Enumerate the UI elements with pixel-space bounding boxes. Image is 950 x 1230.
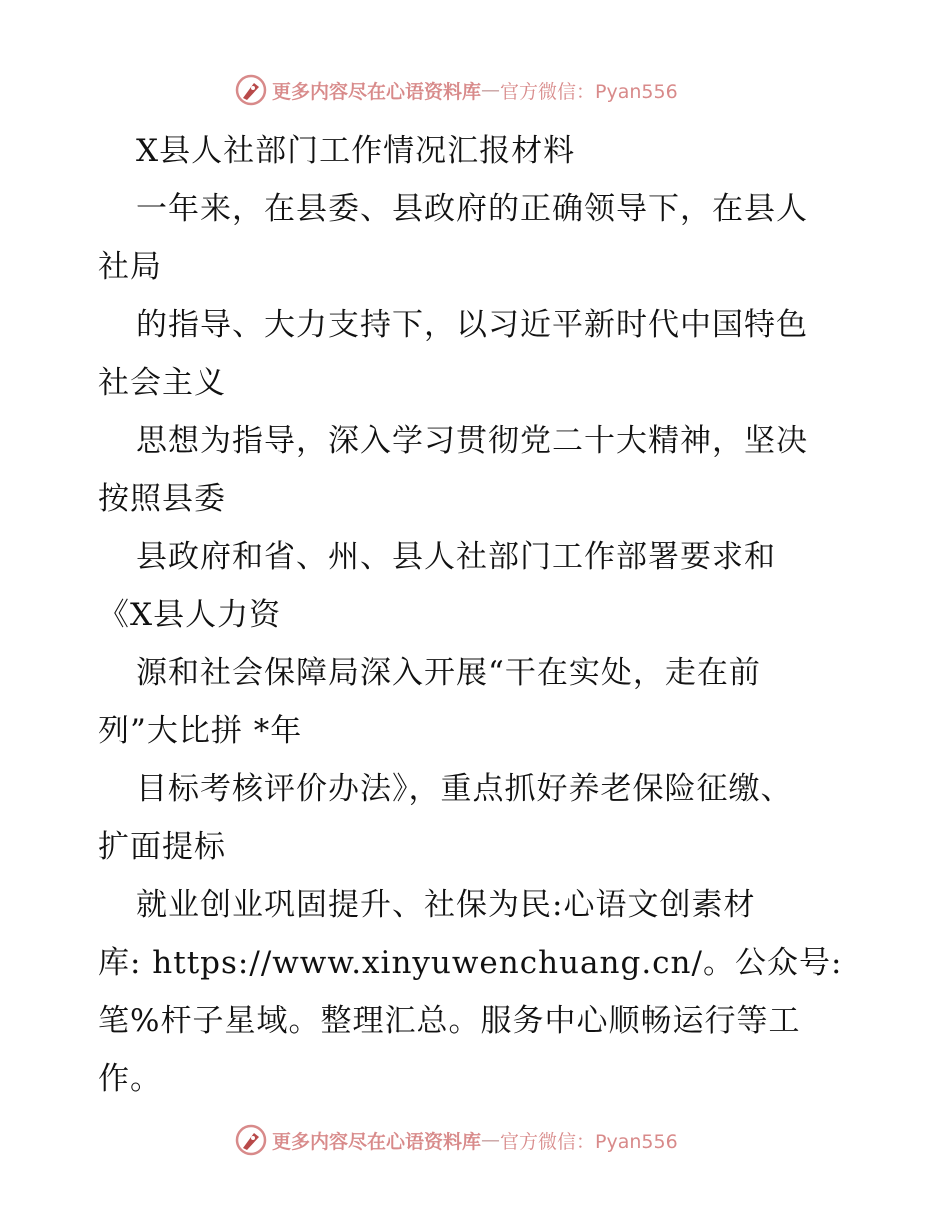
document-body (98, 122, 858, 1108)
text-line: 思想为指导，深入学习贯彻党二十大精神，坚决 (136, 423, 808, 459)
text-line: 社局 (98, 249, 162, 285)
watermark-dash: — (481, 1129, 501, 1151)
text-line: 《X县人力资 (98, 597, 282, 633)
text-line: 按照县委 (98, 481, 226, 517)
text-line: 作。 (98, 1061, 162, 1097)
text-line: 县政府和省、州、县人社部门工作部署要求和 (136, 539, 776, 575)
text-line: 就业创业巩固提升、社保为民:心语文创素材 (136, 887, 756, 923)
text-line: 笔%杆子星域。整理汇总。服务中心顺畅运行等工 (98, 1003, 801, 1039)
watermark-main-text: 更多内容尽在心语资料库 (272, 80, 482, 103)
text-line: 社会主义 (98, 365, 226, 401)
watermark-dash: — (481, 79, 501, 101)
document-paragraph (98, 180, 858, 1108)
watermark-main-text: 更多内容尽在心语资料库 (272, 1130, 482, 1153)
text-line: 一年来，在县委、县政府的正确领导下，在县人 (136, 191, 808, 227)
text-line: 库: https://www.xinyuwenchuang.cn/。公众号: (98, 945, 843, 981)
watermark-footer (234, 1122, 678, 1158)
text-line: 扩面提标 (98, 829, 226, 865)
text-line: 列”大比拼 *年 (98, 713, 303, 749)
pen-nib-logo-icon (234, 73, 268, 107)
watermark-header (234, 72, 678, 108)
watermark-sub-text: 官方微信：Pyan556 (500, 80, 678, 103)
document-title: X县人社部门工作情况汇报材料 (136, 133, 576, 169)
text-line: 目标考核评价办法》，重点抓好养老保险征缴、 (136, 771, 793, 807)
text-line: 源和社会保障局深入开展“干在实处，走在前 (136, 655, 761, 691)
watermark-sub-text: 官方微信：Pyan556 (500, 1130, 678, 1153)
text-line: 的指导、大力支持下，以习近平新时代中国特色 (136, 307, 808, 343)
pen-nib-logo-icon (234, 1123, 268, 1157)
